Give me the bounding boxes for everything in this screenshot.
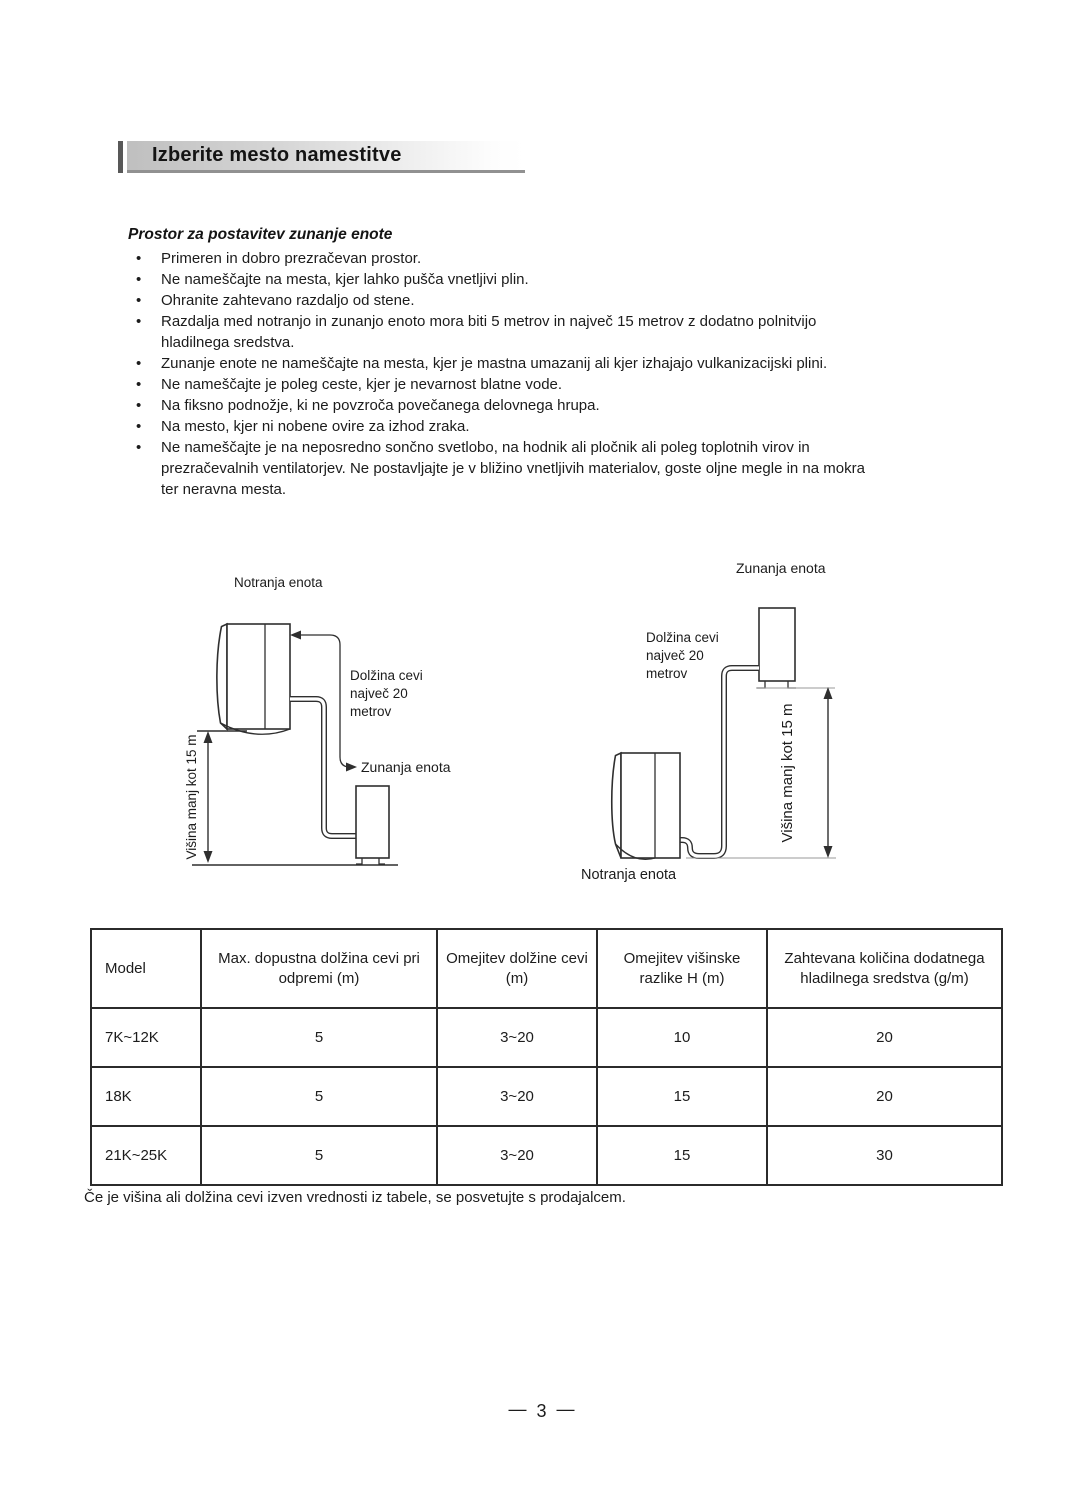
pipe-length-label-line2: največ 20 <box>646 648 704 663</box>
page-number-dash-right: — <box>556 1399 575 1419</box>
bullet-item: • Ohranite zahtevano razdaljo od stene. <box>133 290 881 311</box>
pipe-length-label-line2: največ 20 <box>350 686 408 701</box>
table-cell-model: 18K <box>91 1067 201 1126</box>
table-row <box>91 1126 1002 1185</box>
table-header-height-limit: Omejitev višinske razlike H (m) <box>597 929 767 1008</box>
spec-table <box>90 928 1003 1186</box>
table-header-pipe-length-limit: Omejitev dolžine cevi (m) <box>437 929 597 1008</box>
outdoor-unit-label: Zunanja enota <box>736 560 826 576</box>
bullet-item: • Ne nameščajte je na neposredno sončno svetlobo, na hodnik ali pločnik ali poleg toplotnih virov in prezračevalnih ventilatorjev. Ne postavljajte je v bližino vnetljivih materialov, goste oljne megle in na mokra ter neravna mesta. <box>133 437 881 500</box>
outdoor-unit-drawing <box>757 608 796 688</box>
table-cell: 5 <box>201 1126 437 1185</box>
height-dimension-arrow <box>197 731 247 863</box>
table-header-row <box>91 929 1002 1008</box>
table-cell: 10 <box>597 1008 767 1067</box>
table-cell: 3~20 <box>437 1067 597 1126</box>
installation-diagram-right <box>568 550 868 895</box>
bullet-item: • Primeren in dobro prezračevan prostor. <box>133 248 881 269</box>
page-number-dash-left: — <box>508 1399 527 1419</box>
bullet-item: • Na fiksno podnožje, ki ne povzroča povečanega delovnega hrupa. <box>133 395 881 416</box>
pipe-length-label-line1: Dolžina cevi <box>646 630 719 645</box>
height-dimension-arrow <box>824 687 833 858</box>
indoor-unit-drawing <box>217 624 290 734</box>
table-row <box>91 1008 1002 1067</box>
section-heading: Prostor za postavitev zunanje enote <box>128 226 393 243</box>
indoor-unit-drawing <box>612 753 680 859</box>
page-title: Izberite mesto namestitve <box>152 144 402 166</box>
table-cell: 20 <box>767 1008 1002 1067</box>
table-cell: 20 <box>767 1067 1002 1126</box>
pipe-length-label-line1: Dolžina cevi <box>350 668 423 683</box>
table-cell: 5 <box>201 1008 437 1067</box>
table-cell: 5 <box>201 1067 437 1126</box>
outdoor-unit-label: Zunanja enota <box>361 759 451 775</box>
refrigerant-pipe <box>680 668 759 856</box>
table-cell: 15 <box>597 1067 767 1126</box>
table-cell-model: 21K~25K <box>91 1126 201 1185</box>
outdoor-unit-drawing <box>356 786 389 864</box>
page-number-value: 3 <box>536 1401 547 1421</box>
bullet-item: • Ne nameščajte na mesta, kjer lahko pušča vnetljivi plin. <box>133 269 881 290</box>
table-cell: 15 <box>597 1126 767 1185</box>
indoor-unit-label: Notranja enota <box>234 575 323 590</box>
bullet-item: • Na mesto, kjer ni nobene ovire za izhod zraka. <box>133 416 881 437</box>
bullet-item: • Zunanje enote ne nameščajte na mesta, kjer je mastna umazanij ali kjer izhajajo vulkanizacijski plini. <box>133 353 881 374</box>
table-cell-model: 7K~12K <box>91 1008 201 1067</box>
bullet-item: • Ne nameščajte je poleg ceste, kjer je nevarnost blatne vode. <box>133 374 881 395</box>
title-background <box>127 141 525 173</box>
table-row <box>91 1067 1002 1126</box>
bullet-list <box>133 248 881 500</box>
table-note: Če je višina ali dolžina cevi izven vrednosti iz tabele, se posvetujte s prodajalcem. <box>84 1189 626 1206</box>
height-limit-label: Višina manj kot 15 m <box>184 734 199 860</box>
installation-diagram-left <box>170 553 530 893</box>
table-header-model: Model <box>91 929 201 1008</box>
pipe-length-label-line3: metrov <box>350 704 392 719</box>
table-cell: 30 <box>767 1126 1002 1185</box>
table-header-max-pipe-length: Max. dopustna dolžina cevi pri odpremi (m) <box>201 929 437 1008</box>
title-accent-bar <box>118 141 123 173</box>
table-header-refrigerant-amount: Zahtevana količina dodatnega hladilnega sredstva (g/m) <box>767 929 1002 1008</box>
height-limit-label: Višina manj kot 15 m <box>779 703 796 843</box>
page-number <box>0 1401 1083 1422</box>
pipe-length-label-line3: metrov <box>646 666 688 681</box>
table-cell: 3~20 <box>437 1126 597 1185</box>
indoor-unit-label: Notranja enota <box>581 867 677 883</box>
section-title-bar <box>118 141 526 175</box>
table-cell: 3~20 <box>437 1008 597 1067</box>
bullet-item: • Razdalja med notranjo in zunanjo enoto mora biti 5 metrov in največ 15 metrov z dodatno polnitvijo hladilnega sredstva. <box>133 311 881 353</box>
